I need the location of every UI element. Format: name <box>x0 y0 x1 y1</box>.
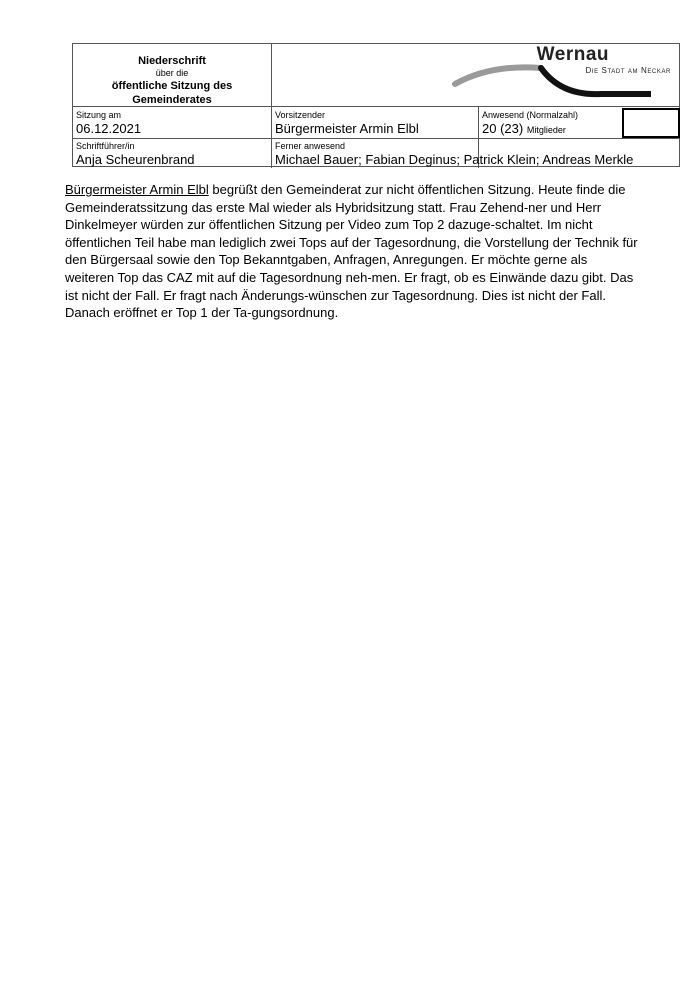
title-line: Gemeinderates <box>132 94 212 106</box>
document-title <box>73 54 271 107</box>
divider <box>73 138 679 139</box>
logo-tagline: Die Stadt am Neckar <box>585 66 671 75</box>
title-line: öffentliche Sitzung des <box>111 80 233 92</box>
title-line: Niederschrift <box>138 55 206 67</box>
ferner-value: Michael Bauer; Fabian Deginus; Patrick Klein; Andreas Merkle <box>275 152 634 167</box>
anwesend-label: Anwesend (Normalzahl) <box>482 110 579 120</box>
protocol-paragraph <box>65 181 640 322</box>
title-line: über die <box>155 68 189 78</box>
schrift-value: Anja Scheurenbrand <box>76 152 195 167</box>
sitzung-label: Sitzung am <box>76 110 122 120</box>
sitzung-date: 06.12.2021 <box>76 121 142 136</box>
header-box <box>72 43 680 167</box>
empty-field-box <box>622 108 680 138</box>
ferner-label: Ferner anwesend <box>275 141 346 151</box>
speaker-name: Bürgermeister Armin Elbl <box>65 182 209 197</box>
anwesend-value <box>482 121 566 138</box>
wernau-logo <box>451 44 671 104</box>
anwesend-count: 20 (23) <box>482 121 524 136</box>
divider <box>73 106 679 107</box>
anwesend-suffix: Mitglieder <box>526 125 566 135</box>
paragraph-text: begrüßt den Gemeinderat zur nicht öffentlichen Sitzung. Heute finde die Gemeinderatssitzung das erste Mal wieder als Hybridsitzung statt. Frau Zehend-ner und Herr Dinkelmeyer würden zur öffentlichen Sitzung per Video zum Top 2 dazuge-schaltet. Im nicht öffentlichen Teil habe man lediglich zwei Tops auf der Tagesordnung, die Vorstellung der Technik für den Bürgersaal sowie den Top Bekanntgaben, Anfragen, Anregungen. Er möchte gerne als weiteren Top das CAZ mit auf die Tagesordnung neh-men. Er fragt, ob es Einwände dazu gibt. Das ist nicht der Fall. Er fragt nach Änderungs-wünschen zur Tagesordnung. Dies ist nicht der Fall. Danach eröffnet er Top 1 der Ta-gungsordnung. <box>65 182 638 321</box>
schrift-label: Schriftführer/in <box>76 141 135 151</box>
vorsitz-value: Bürgermeister Armin Elbl <box>275 121 419 136</box>
vorsitz-label: Vorsitzender <box>275 110 326 120</box>
logo-word: Wernau <box>536 44 609 65</box>
